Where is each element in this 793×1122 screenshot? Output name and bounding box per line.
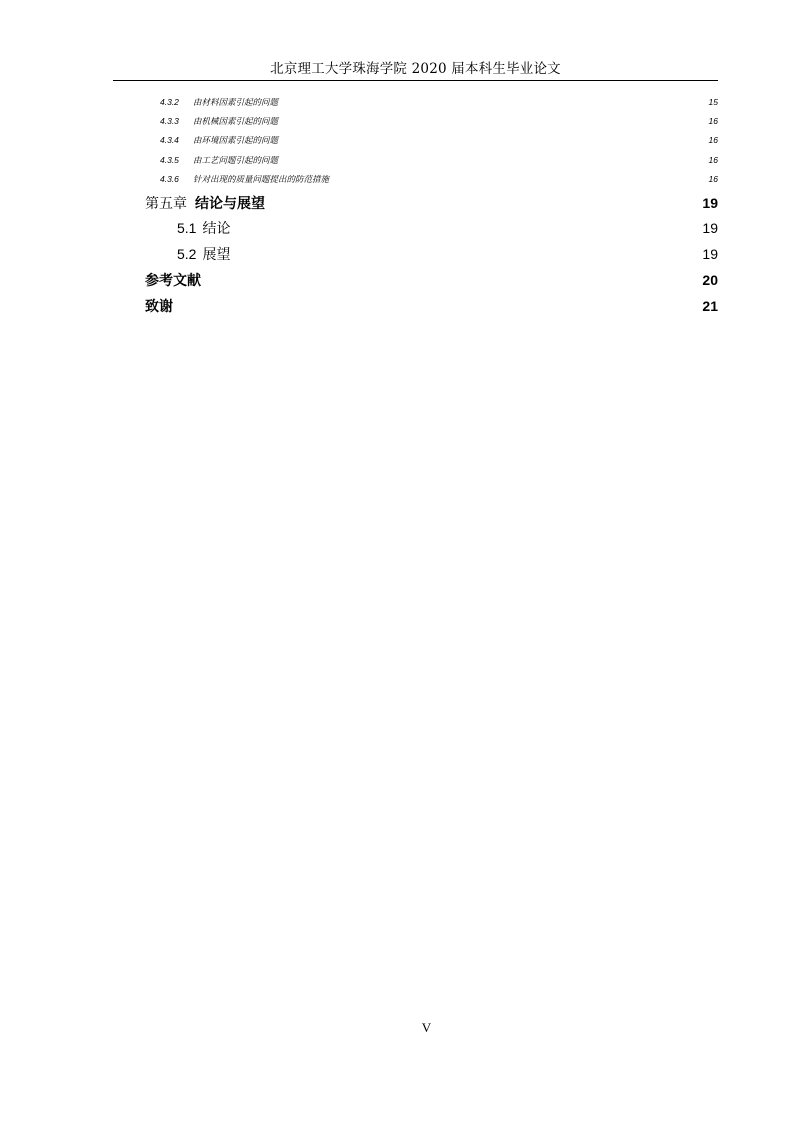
toc-entry-page: 19 — [702, 246, 718, 262]
toc-entry-title: 针对出现的质量问题提出的防范措施 — [193, 175, 330, 185]
running-header: 北京理工大学珠海学院 2020 届本科生毕业论文 — [270, 61, 561, 77]
toc-entry-number: 4.3.2 — [160, 97, 179, 107]
toc-entry-number: 4.3.3 — [160, 116, 179, 126]
page-number: V — [421, 1020, 432, 1035]
toc-entry-4-3-2[interactable] — [160, 95, 718, 109]
toc-entry-title: 结论 — [202, 221, 231, 237]
toc-entry-page: 19 — [702, 195, 718, 211]
toc-entry-4-3-4[interactable] — [160, 133, 718, 147]
toc-entry-chapter-5[interactable] — [145, 193, 718, 213]
toc-entry-5-2[interactable] — [177, 244, 718, 264]
toc-entry-page: 21 — [702, 298, 718, 314]
toc-entry-title: 结论与展望 — [195, 196, 265, 212]
toc-entry-title: 由材料因素引起的问题 — [193, 98, 279, 108]
header-rule — [113, 80, 718, 81]
toc-entry-title: 由环境因素引起的问题 — [193, 136, 279, 146]
toc-entry-page: 16 — [708, 135, 718, 145]
toc-entry-4-3-5[interactable] — [160, 153, 718, 167]
toc-entry-page: 16 — [708, 174, 718, 184]
toc-entry-title: 由工艺问题引起的问题 — [193, 156, 279, 166]
toc-entry-title: 致谢 — [145, 299, 173, 315]
toc-entry-5-1[interactable] — [177, 218, 718, 238]
toc-entry-title: 参考文献 — [145, 273, 201, 289]
toc-entry-number: 4.3.6 — [160, 174, 179, 184]
toc-entry-page: 16 — [708, 116, 718, 126]
toc-entry-page: 15 — [708, 97, 718, 107]
toc-entry-page: 19 — [702, 220, 718, 236]
toc-entry-number: 4.3.4 — [160, 135, 179, 145]
toc-entry-4-3-3[interactable] — [160, 114, 718, 128]
toc-entry-page: 20 — [702, 272, 718, 288]
toc-entry-page: 16 — [708, 155, 718, 165]
toc-entry-4-3-6[interactable] — [160, 172, 718, 186]
toc-entry-references[interactable] — [145, 270, 718, 290]
toc-entry-acknowledgements[interactable] — [145, 296, 718, 316]
toc-entry-title: 由机械因素引起的问题 — [193, 117, 279, 127]
toc-entry-number: 5.1 — [177, 220, 197, 236]
chapter-label: 第五章 — [145, 196, 187, 212]
toc-entry-number: 5.2 — [177, 246, 197, 262]
toc-entry-number: 4.3.5 — [160, 155, 179, 165]
toc-entry-title: 展望 — [202, 247, 231, 263]
